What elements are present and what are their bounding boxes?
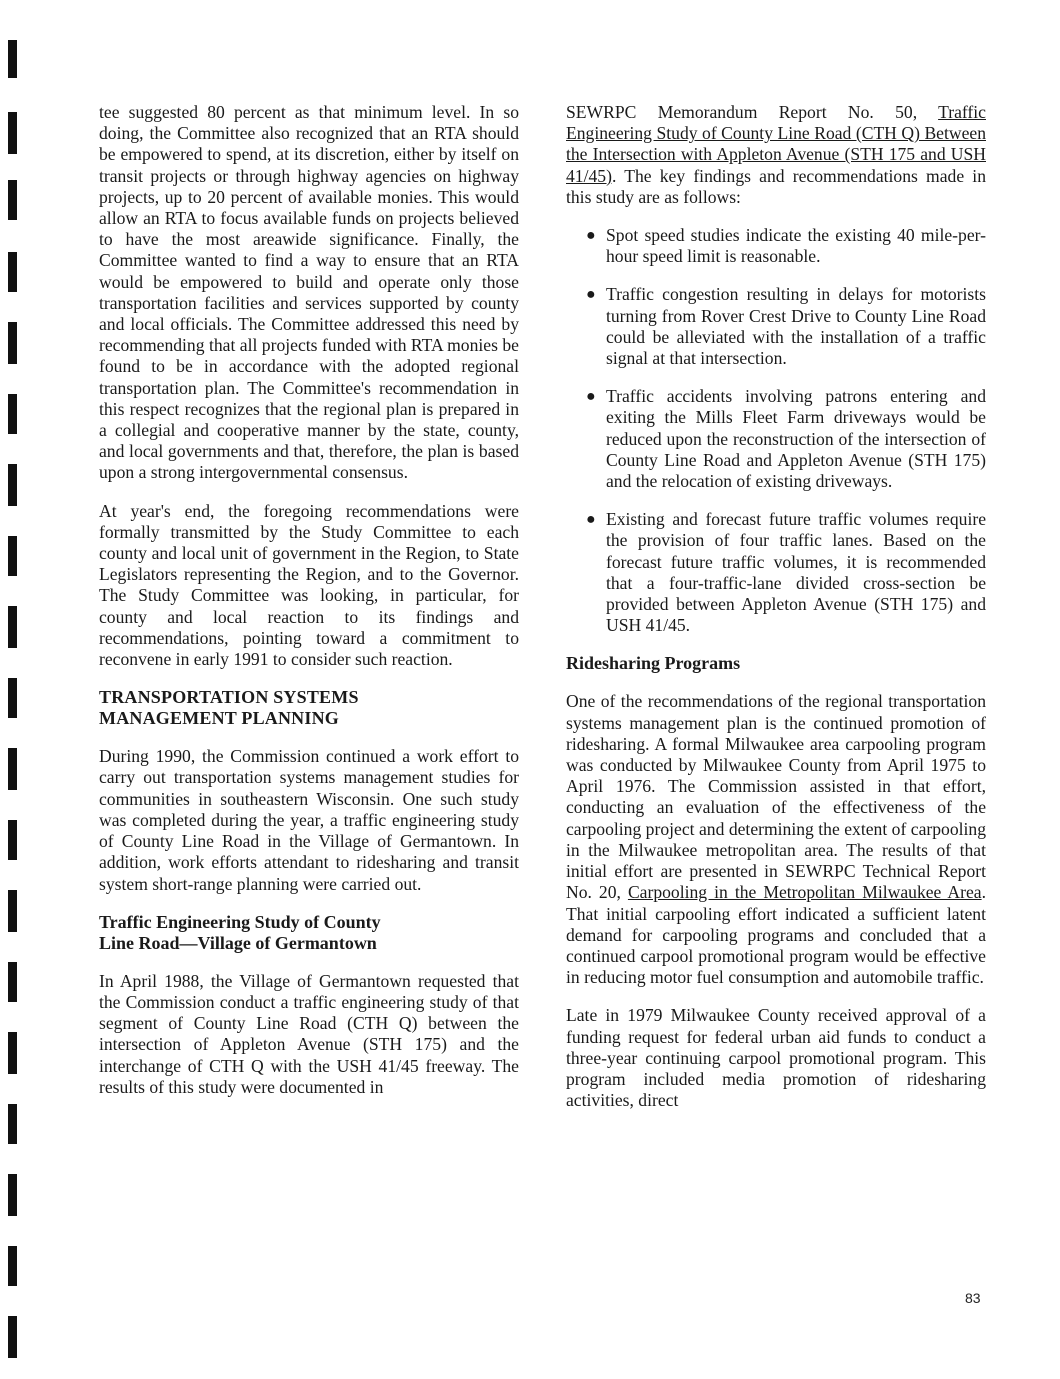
list-item xyxy=(566,509,986,636)
page-number: 83 xyxy=(965,1290,981,1306)
paragraph: Late in 1979 Milwaukee County received approval of a funding request for federal urban aid funds to conduct a three-year continuing carpool promotional program. This program included media promotion of ridesharing activities, direct xyxy=(566,1005,986,1111)
binding-mark xyxy=(8,40,17,78)
section-heading xyxy=(99,687,519,729)
bullet-icon: ● xyxy=(586,511,596,529)
bullet-icon: ● xyxy=(586,227,596,245)
right-column xyxy=(566,102,986,1128)
binding-mark xyxy=(8,606,17,648)
paragraph: At year's end, the foregoing recommendations were formally transmitted by the Study Committee to each county and local unit of government in the Region, to State Legislators representing the Region, and to the Governor. The Study Committee was looking, in particular, for county and local reaction to its findings and recommendations, pointing toward a commitment to reconvene in early 1991 to consider such reaction. xyxy=(99,500,519,670)
text-run: . The key findings and recommendations made in this study are as follows: xyxy=(566,165,986,207)
binding-mark xyxy=(8,112,17,154)
list-item-text: Spot speed studies indicate the existing 40 mile-per-hour speed limit is reasonable. xyxy=(606,225,986,267)
paragraph xyxy=(566,691,986,988)
findings-list xyxy=(566,225,986,636)
binding-mark xyxy=(8,962,17,1002)
binding-mark xyxy=(8,252,17,292)
binding-mark xyxy=(8,394,17,434)
binding-mark xyxy=(8,1174,17,1216)
binding-mark xyxy=(8,1246,17,1286)
text-run: SEWRPC Memorandum Report No. 50, xyxy=(566,102,939,122)
binding-mark xyxy=(8,1032,17,1074)
subsection-heading-line: Line Road—Village of Germantown xyxy=(99,932,377,953)
subsection-heading: Ridesharing Programs xyxy=(566,653,741,674)
binding-mark xyxy=(8,180,17,220)
binding-mark xyxy=(8,322,17,364)
report-title: Carpooling in the Metropolitan Milwaukee Area xyxy=(627,882,982,903)
bullet-icon: ● xyxy=(586,286,596,304)
bullet-icon: ● xyxy=(586,388,596,406)
list-item xyxy=(566,386,986,492)
binding-mark xyxy=(8,820,17,860)
list-item xyxy=(566,225,986,267)
binding-mark xyxy=(8,1104,17,1144)
binding-mark xyxy=(8,890,17,932)
subsection-heading-line: Traffic Engineering Study of County xyxy=(99,911,381,932)
list-item-text: Traffic congestion resulting in delays for motorists turning from Rover Crest Drive to County Line Road could be alleviated with the installation of a traffic signal at that intersection. xyxy=(606,284,986,369)
list-item xyxy=(566,284,986,369)
section-heading-line: MANAGEMENT PLANNING xyxy=(99,708,339,729)
text-run: . That initial carpooling effort indicated a sufficient latent demand for carpooling programs and concluded that a continued carpool promotional program would be effective in reducing motor fuel consumption and automobile traffic. xyxy=(566,882,986,988)
list-item-text: Existing and forecast future traffic volumes require the provision of four traffic lanes. Based on the forecast future traffic volumes, it is recommended that a four-traffic-lane divided cross-section be provided between Appleton Avenue (STH 175) and USH 41/45. xyxy=(606,509,986,636)
text-run: One of the recommendations of the regional transportation systems management plan is the continued promotion of ridesharing. A formal Milwaukee area carpooling program was conducted by Milwaukee County from April 1975 to April 1976. The Commission assisted in that effort, conducting an evaluation of the effectiveness of the carpooling project and determining the extent of carpooling in the Milwaukee metropolitan area. The results of that initial effort are presented in SEWRPC Technical Report No. 20, xyxy=(566,691,986,903)
report-title: Traffic Engineering Study of County Line Road (CTH Q) Between the Intersection with Appleton Avenue (STH 175 and USH 41/45) xyxy=(566,102,986,186)
binding-mark xyxy=(8,748,17,790)
list-item-text: Traffic accidents involving patrons entering and exiting the Mills Fleet Farm driveways would be reduced upon the reconstruction of the intersection of County Line Road and Appleton Avenue (STH 175) and the relocation of existing driveways. xyxy=(606,386,986,492)
left-column xyxy=(99,102,519,1115)
paragraph xyxy=(566,102,986,208)
subsection-heading xyxy=(99,912,519,954)
binding-mark xyxy=(8,536,17,576)
paragraph: tee suggested 80 percent as that minimum level. In so doing, the Committee also recognized that an RTA should be empowered to spend, at its discretion, either by itself on transit projects or through highway agencies on highway projects, up to 20 percent of available monies. This would allow an RTA to focus available funds on projects believed to have the most areawide significance. Finally, the Committee wanted to find a way to ensure that an RTA would be empowered to build and operate only those transportation facilities and services supported by county and local officials. The Committee addressed this need by recommending that all projects funded with RTA monies be found to be in accordance with the adopted regional transportation plan. The Committee's recommendation in this respect recognizes that the regional plan is prepared in a collegial and cooperative manner by the state, county, and local governments and that, therefore, the plan is based upon a strong intergovernmental consensus. xyxy=(99,102,519,483)
paragraph: In April 1988, the Village of Germantown requested that the Commission conduct a traffic engineering study of that segment of County Line Road (CTH Q) between the intersection of Appleton Avenue (STH 175) and the interchange of CTH Q with the USH 41/45 freeway. The results of this study were documented in xyxy=(99,970,519,1097)
binding-mark xyxy=(8,678,17,718)
binding-mark xyxy=(8,1316,17,1358)
section-heading-line: TRANSPORTATION SYSTEMS xyxy=(99,687,359,708)
binding-mark xyxy=(8,464,17,506)
paragraph: During 1990, the Commission continued a work effort to carry out transportation systems management studies for communities in southeastern Wisconsin. One such study was completed during the year, a traffic engineering study of County Line Road in the Village of Germantown. In addition, work efforts attendant to ridesharing and transit system short-range planning were carried out. xyxy=(99,746,519,894)
